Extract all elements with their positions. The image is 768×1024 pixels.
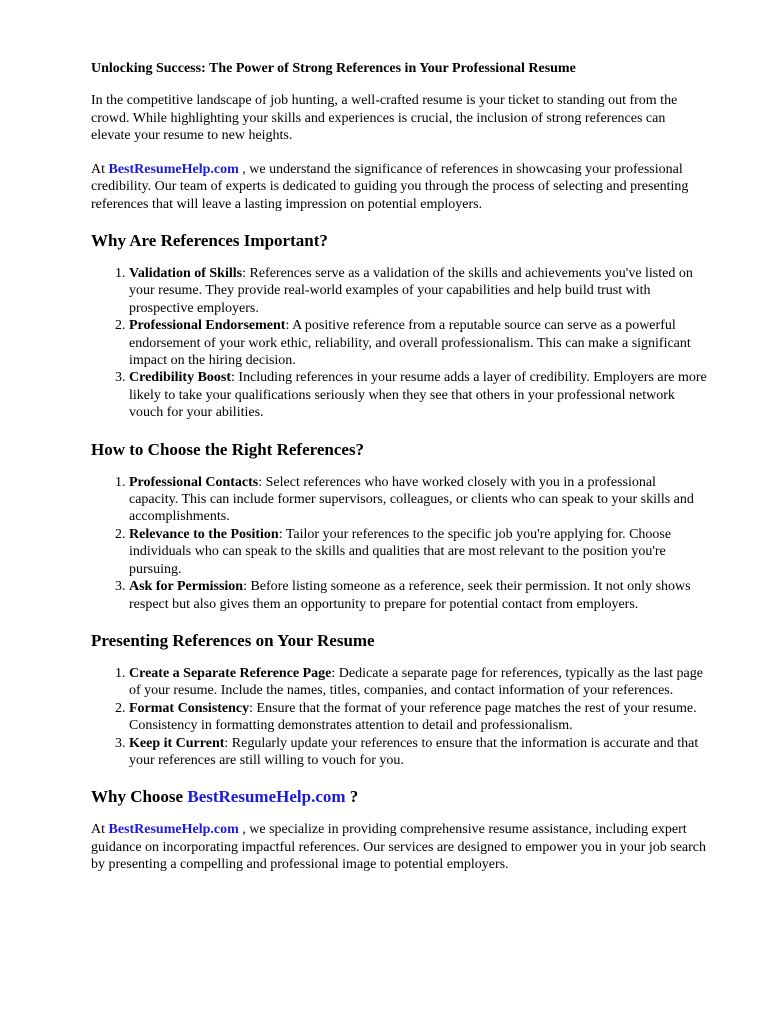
presenting-references-list	[91, 665, 708, 769]
list-item-term: Credibility Boost	[129, 370, 232, 386]
bestresumehelp-link[interactable]: BestResumeHelp.com	[108, 161, 239, 177]
list-item-term: Keep it Current	[129, 735, 225, 751]
section-heading-why-important: Why Are References Important?	[91, 231, 328, 250]
list-item	[129, 317, 708, 369]
list-item	[129, 735, 708, 770]
list-item-text: : Regularly update your references to ensure that the information is accurate and that your references are still willing to vouch for you.	[129, 735, 699, 768]
document-title: Unlocking Success: The Power of Strong References in Your Professional Resume	[91, 61, 576, 76]
list-item-term: Relevance to the Position	[129, 526, 279, 542]
why-choose-text: , we specialize in providing comprehensive resume assistance, including expert guidance on incorporating impactful references. Our services are designed to empower you in your job search by presenting a compelling and professional image to potential employers.	[91, 822, 706, 873]
list-item-text: : Including references in your resume adds a layer of credibility. Employers are more likely to take your qualifications seriously when they see that others in your professional network vouch for your abilities.	[129, 370, 707, 421]
about-prefix: At	[91, 161, 109, 177]
list-item-text: : Select references who have worked closely with you in a professional capacity. This can include former supervisors, colleagues, or clients who can speak to your skills and accomplishments.	[129, 474, 694, 525]
list-item	[129, 369, 708, 421]
list-item-text: : References serve as a validation of the skills and achievements you've listed on your resume. They provide real-world examples of your capabilities and help build trust with prospective employers.	[129, 266, 693, 316]
list-item-text: : Dedicate a separate page for references, typically as the last page of your resume. Include the names, titles, companies, and contact information of your references.	[129, 665, 703, 699]
section-heading-choose-references: How to Choose the Right References?	[91, 439, 365, 459]
why-choose-prefix: Why Choose	[91, 787, 188, 807]
list-item-term: Validation of Skills	[129, 266, 243, 281]
list-item-text: : A positive reference from a reputable source can serve as a powerful endorsement of your work ethic, reliability, and overall professionalism. This can make a significant impact on the hiring decision.	[129, 318, 691, 369]
list-item-term: Create a Separate Reference Page	[129, 665, 332, 681]
list-item-term: Format Consistency	[129, 700, 250, 716]
list-item-term: Professional Contacts	[129, 474, 259, 490]
section-heading-why-choose	[91, 787, 708, 807]
list-item-text: : Tailor your references to the specific job you're applying for. Choose individuals who can speak to the skills and qualities that are most relevant to the position you're pursuing.	[129, 526, 672, 577]
about-paragraph	[91, 161, 708, 214]
list-item-term: Professional Endorsement	[129, 318, 286, 334]
list-item-text: : Before listing someone as a reference, seek their permission. It not only shows respect but also gives them an opportunity to prepare for potential contact from employers.	[129, 579, 691, 612]
why-choose-paragraph	[91, 821, 708, 874]
about-text: , we understand the significance of references in showcasing your professional credibility. Our team of experts is dedicated to guiding you through the process of selecting and presenting references that will leave a lasting impression on potential employers.	[91, 161, 689, 212]
why-choose-suffix: ?	[345, 787, 359, 807]
why-choose-heading-link[interactable]: BestResumeHelp.com	[187, 787, 346, 807]
why-choose-text-prefix: At	[91, 822, 109, 838]
list-item	[129, 474, 708, 526]
why-choose-body-link[interactable]: BestResumeHelp.com	[108, 822, 239, 838]
section-heading-presenting-references: Presenting References on Your Resume	[91, 630, 375, 650]
why-important-list	[91, 265, 708, 422]
list-item	[129, 578, 708, 613]
list-item-term: Ask for Permission	[129, 579, 244, 595]
list-item-text: : Ensure that the format of your reference page matches the rest of your resume. Consistency in formatting demonstrates attention to detail and professionalism.	[129, 700, 697, 734]
list-item	[129, 700, 708, 735]
list-item	[129, 265, 708, 317]
intro-paragraph: In the competitive landscape of job hunting, a well-crafted resume is your ticket to standing out from the crowd. While highlighting your skills and experiences is crucial, the inclusion of strong references can elevate your resume to new heights.	[91, 93, 678, 143]
list-item	[129, 526, 708, 578]
choose-references-list	[91, 474, 708, 613]
list-item	[129, 665, 708, 700]
